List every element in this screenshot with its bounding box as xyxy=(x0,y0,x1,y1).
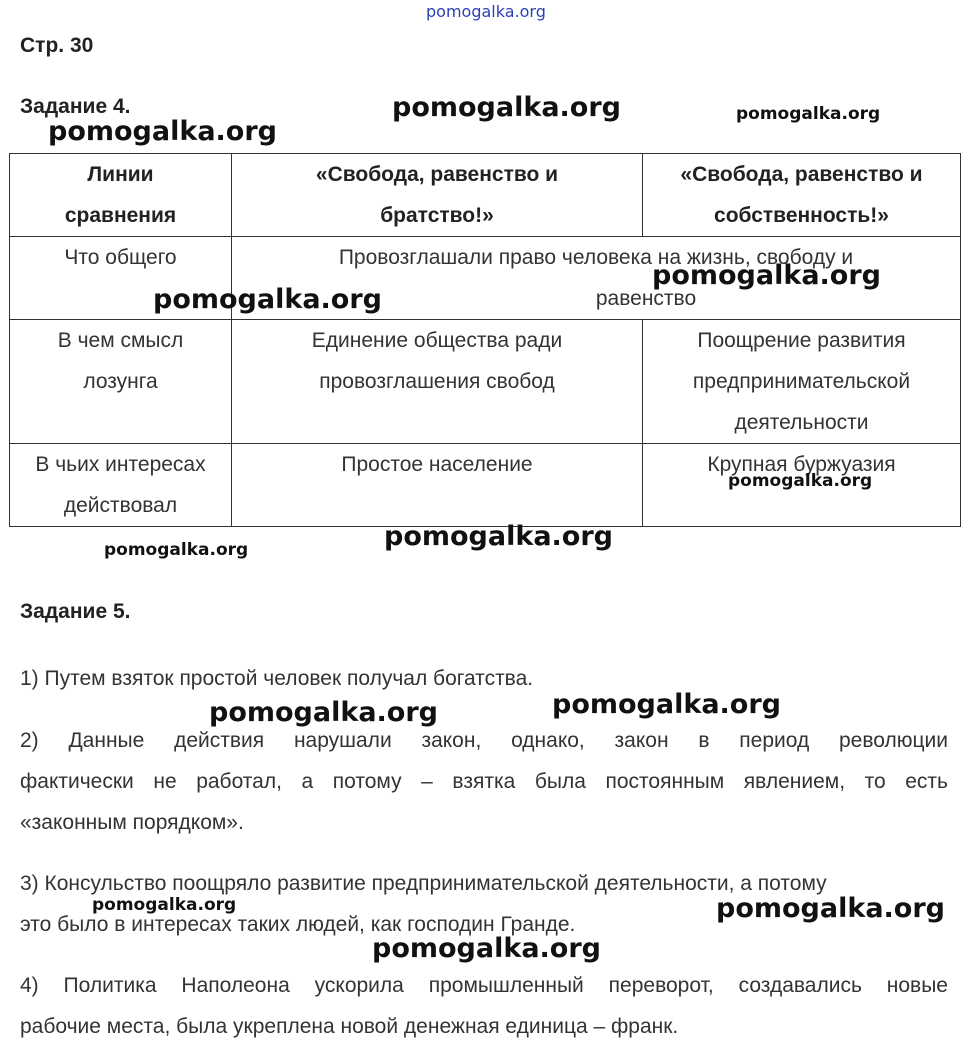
table-cell: Простое население xyxy=(232,444,643,527)
watermark: pomogalka.org xyxy=(392,92,621,123)
page-label: Стр. 30 xyxy=(20,34,94,57)
answer-line: это было в интересах таких людей, как господин Гранде. xyxy=(20,913,576,936)
answer-item-4 xyxy=(20,965,948,1047)
watermark: pomogalka.org xyxy=(716,893,945,924)
cell-line: предпринимательской xyxy=(692,370,911,393)
watermark: pomogalka.org xyxy=(209,697,438,728)
cell-line: действовал xyxy=(63,494,178,517)
answer-item-2 xyxy=(20,720,948,843)
watermark: pomogalka.org xyxy=(728,471,873,491)
answer-line: 4) Политика Наполеона ускорила промышленный переворот, создавались новые xyxy=(20,974,948,997)
task4-title: Задание 4. xyxy=(20,95,131,118)
header-line: «Свобода, равенство и xyxy=(680,163,923,186)
watermark-top[interactable]: pomogalka.org xyxy=(426,2,546,21)
answer-line: 3) Консульство поощряло развитие предпринимательской деятельности, а потому xyxy=(20,872,827,895)
task5-title: Задание 5. xyxy=(20,600,131,623)
table-header-cell xyxy=(643,154,961,237)
cell-line: Единение общества ради xyxy=(311,329,563,352)
header-line: братство!» xyxy=(380,204,494,227)
answer-item-1 xyxy=(20,658,948,699)
watermark: pomogalka.org xyxy=(552,689,781,720)
answer-line: 2) Данные действия нарушали закон, однако, закон в период революции xyxy=(20,729,948,752)
watermark: pomogalka.org xyxy=(48,116,277,147)
header-line: «Свобода, равенство и xyxy=(315,163,559,186)
answer-line: «законным порядком». xyxy=(20,811,244,834)
table-header-cell xyxy=(232,154,643,237)
header-line: сравнения xyxy=(64,204,177,227)
table-cell xyxy=(643,320,961,444)
answer-line: 1) Путем взяток простой человек получал богатства. xyxy=(20,667,534,690)
row-label-cell: Что общего xyxy=(10,237,232,320)
watermark: pomogalka.org xyxy=(384,521,613,552)
cell-line: В чем смысл xyxy=(57,329,184,352)
table-header-cell xyxy=(10,154,232,237)
row-label-cell xyxy=(10,320,232,444)
watermark: pomogalka.org xyxy=(153,284,382,315)
answer-line: фактически не работал, а потому – взятка была постоянным явлением, то есть xyxy=(20,770,948,793)
watermark: pomogalka.org xyxy=(736,104,881,124)
row-label-cell xyxy=(10,444,232,527)
header-line: Линии xyxy=(87,163,154,186)
table-cell xyxy=(232,320,643,444)
header-line: собственность!» xyxy=(714,204,889,227)
table-row xyxy=(10,320,961,444)
watermark: pomogalka.org xyxy=(92,895,237,915)
cell-line: В чьих интересах xyxy=(35,453,206,476)
table-header-row xyxy=(10,154,961,237)
watermark: pomogalka.org xyxy=(104,540,249,560)
cell-line: Поощрение развития xyxy=(697,329,906,352)
table-cell: Крупная буржуазия xyxy=(643,444,961,527)
watermark: pomogalka.org xyxy=(652,260,881,291)
cell-line: лозунга xyxy=(83,370,158,393)
cell-line: Провозглашали право человека на жизнь, свободу и xyxy=(338,246,854,269)
cell-line: провозглашения свобод xyxy=(319,370,555,393)
cell-line: равенство xyxy=(595,287,697,310)
watermark: pomogalka.org xyxy=(372,933,601,964)
answer-line: рабочие места, была укреплена новой денежная единица – франк. xyxy=(20,1015,679,1038)
cell-line: деятельности xyxy=(734,411,869,434)
